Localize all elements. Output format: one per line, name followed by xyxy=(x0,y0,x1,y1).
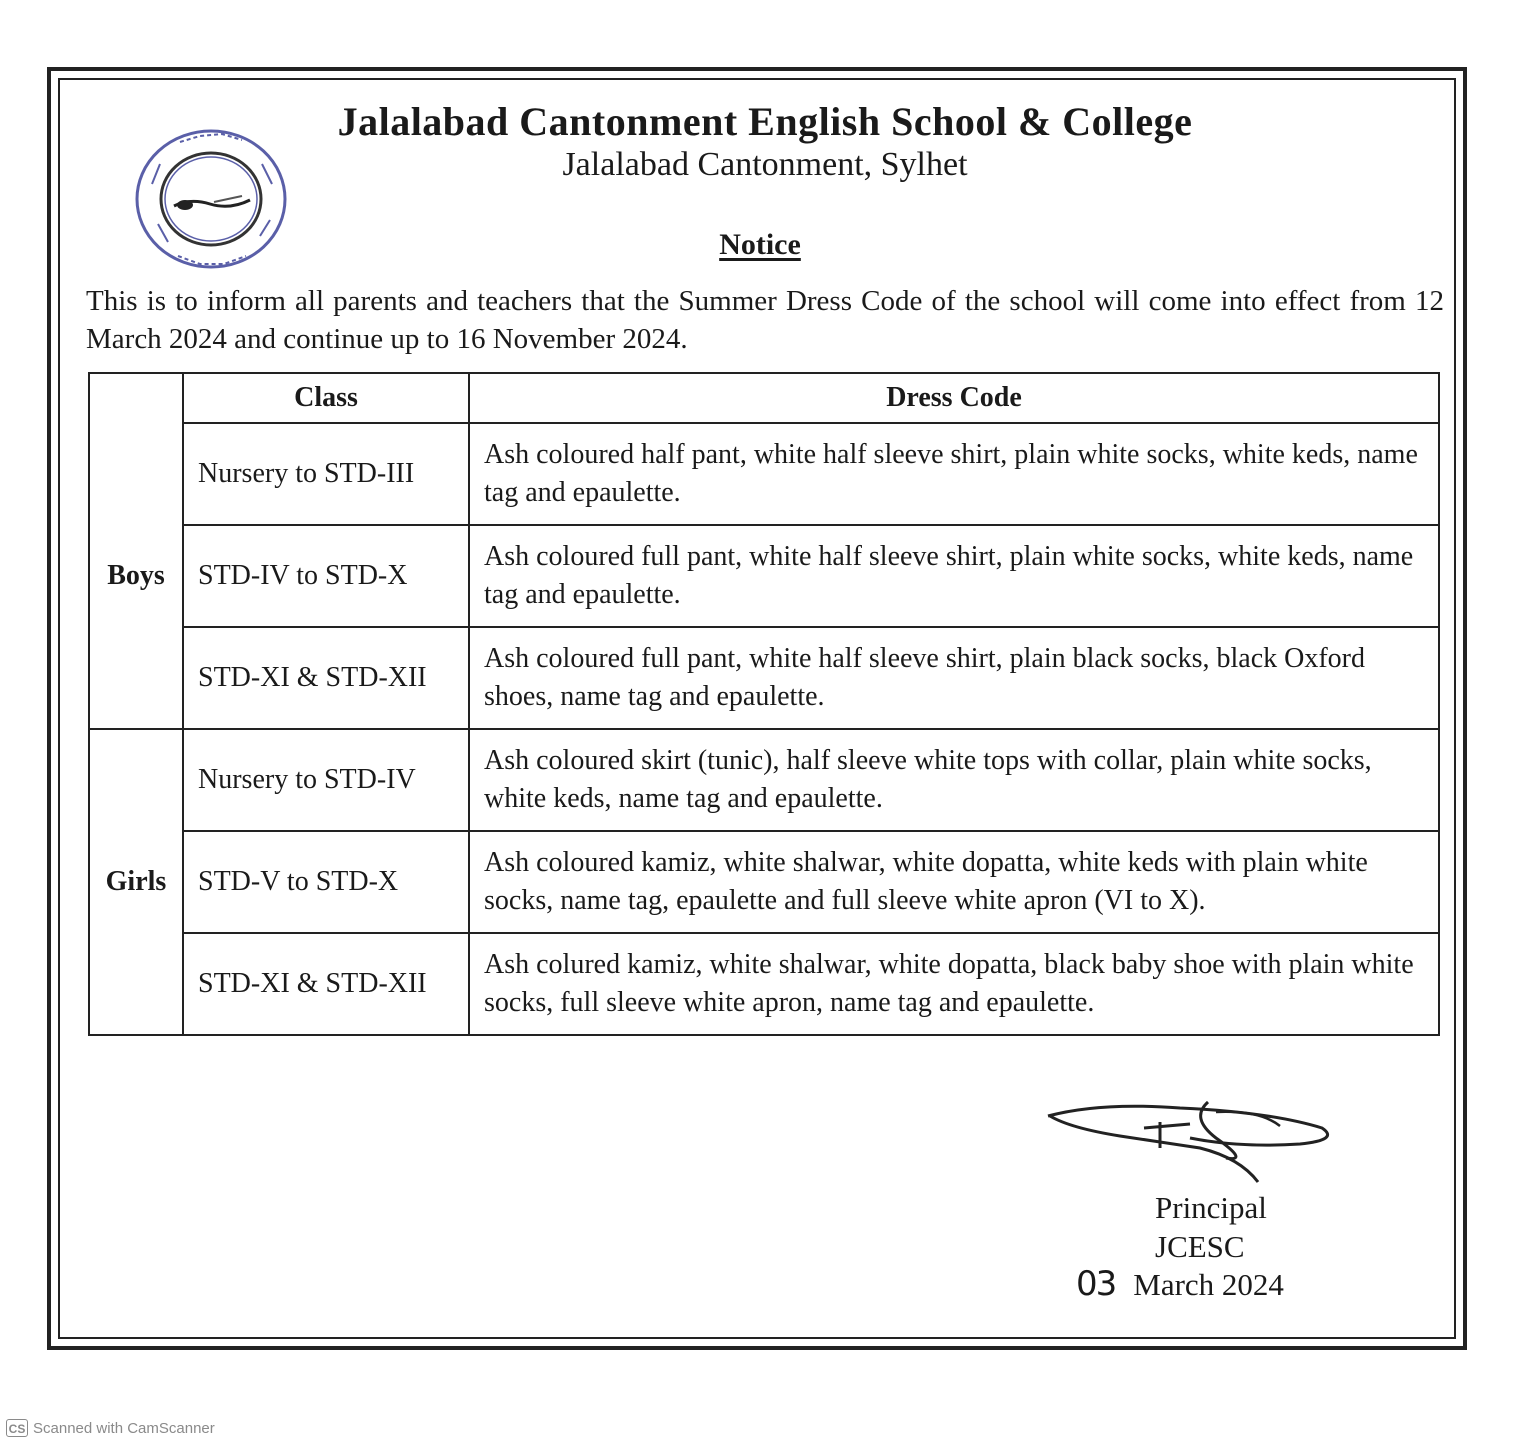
dress-code-cell: Ash coloured half pant, white half sleeve shirt, plain white socks, white keds, name tag and epaulette. xyxy=(469,423,1439,525)
class-cell: STD-XI & STD-XII xyxy=(183,933,469,1035)
class-cell: STD-V to STD-X xyxy=(183,831,469,933)
dress-code-cell: Ash coloured full pant, white half sleeve shirt, plain black socks, black Oxford shoes, name tag and epaulette. xyxy=(469,627,1439,729)
signatory-title: Principal xyxy=(1155,1190,1267,1225)
group-header-empty xyxy=(89,373,183,423)
table-row xyxy=(89,525,1439,627)
dress-code-cell: Ash colured kamiz, white shalwar, white dopatta, black baby shoe with plain white socks, full sleeve white apron, name tag and epaulette. xyxy=(469,933,1439,1035)
table-row xyxy=(89,933,1439,1035)
signatory-institution: JCESC xyxy=(1155,1229,1245,1264)
table-row xyxy=(89,729,1439,831)
table-row xyxy=(89,627,1439,729)
class-cell: STD-IV to STD-X xyxy=(183,525,469,627)
table-row xyxy=(89,423,1439,525)
signature-icon xyxy=(1040,1098,1336,1190)
camscanner-watermark xyxy=(6,1419,215,1437)
group-label-boys: Boys xyxy=(89,423,183,729)
class-cell: Nursery to STD-III xyxy=(183,423,469,525)
school-seal-icon xyxy=(130,124,292,274)
date-month-year: March 2024 xyxy=(1133,1267,1284,1302)
school-name: Jalalabad Cantonment English School & College xyxy=(337,99,1193,144)
class-cell: STD-XI & STD-XII xyxy=(183,627,469,729)
table-header-row xyxy=(89,373,1439,423)
class-header: Class xyxy=(183,373,469,423)
signatory-block xyxy=(1155,1188,1267,1266)
watermark-text: Scanned with CamScanner xyxy=(33,1419,215,1437)
dress-code-cell: Ash coloured full pant, white half sleeve shirt, plain white socks, white keds, name tag and epaulette. xyxy=(469,525,1439,627)
notice-title: Notice xyxy=(719,228,801,261)
notice-body: This is to inform all parents and teachers that the Summer Dress Code of the school will come into effect from 12 March 2024 and continue up to 16 November 2024. xyxy=(86,285,1444,355)
school-address: Jalalabad Cantonment, Sylhet xyxy=(562,146,968,183)
date-day-handwritten: 03 xyxy=(1076,1264,1116,1304)
dress-code-table xyxy=(88,372,1440,1036)
dress-code-cell: Ash coloured kamiz, white shalwar, white dopatta, white keds with plain white socks, name tag, epaulette and full sleeve white apron (VI to X). xyxy=(469,831,1439,933)
dress-code-cell: Ash coloured skirt (tunic), half sleeve white tops with collar, plain white socks, white keds, name tag and epaulette. xyxy=(469,729,1439,831)
dress-code-header: Dress Code xyxy=(469,373,1439,423)
group-label-girls: Girls xyxy=(89,729,183,1035)
table-row xyxy=(89,831,1439,933)
notice-date xyxy=(1076,1264,1284,1304)
camscanner-logo-icon: CS xyxy=(6,1419,28,1437)
class-cell: Nursery to STD-IV xyxy=(183,729,469,831)
